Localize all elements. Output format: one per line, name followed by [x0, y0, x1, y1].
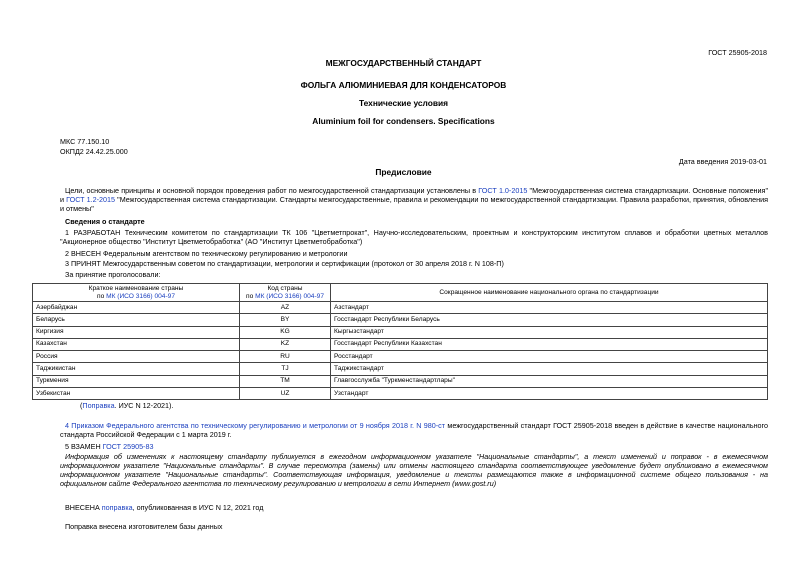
header-country: Краткое наименование страны по МК (ИСО 3166) 004-97: [33, 284, 240, 302]
document-subtitle: Технические условия: [358, 98, 449, 108]
item-order: 4 Приказом Федерального агентства по техническому регулированию и метрологии от 9 ноября 2018 г. N 980-ст межгосударственный стандарт ГОСТ 25905-2018 введен в действие в качестве национального стандарта Российской Федерации с 1 марта 2019 г.: [60, 421, 769, 439]
voted-label: За принятие проголосовали:: [65, 270, 161, 279]
country-cell: Беларусь: [33, 314, 240, 326]
introduction-date: Дата введения 2019-03-01: [678, 157, 767, 166]
body-cell: Таджикстандарт: [331, 363, 768, 375]
item-adopted: 3 ПРИНЯТ Межгосударственным советом по стандартизации, метрологии и сертификации (протокол от 30 апреля 2018 г. N 108-П): [65, 259, 504, 268]
code-cell: RU: [240, 351, 331, 363]
code-cell: AZ: [240, 302, 331, 314]
iso-3166-link[interactable]: МК (ИСО 3166) 004-97: [106, 292, 175, 300]
code-cell: TM: [240, 375, 331, 387]
order-980-link[interactable]: 4 Приказом Федерального агентства по техническому регулированию и метрологии от 9 ноября 2018 г. N 980-ст: [65, 421, 446, 430]
document-number: ГОСТ 25905-2018: [708, 48, 767, 57]
info-paragraph: Информация об изменениях к настоящему стандарту публикуется в ежегодном информационном указателе "Национальные стандарты", а текст изменений и поправок - в ежемесячном информационном указателе "Национальные стандарты". В случае пересмотра (замены) или отмены настоящего стандарта соответствующее уведомление будет опубликовано в ежемесячном информационном указателе "Национальные стандарты". Соответствующая информация, уведомление и тексты размещаются также в информационной системе общего пользования - на официальном сайте Федерального агентства по техническому регулированию и метрологии в сети Интернет (www.gost.ru): [60, 452, 768, 488]
amendment-note: (Поправка. ИУС N 12-2021).: [80, 401, 174, 410]
foreword-paragraph: Цели, основные принципы и основной порядок проведения работ по межгосударственной стандартизации установлены в ГОСТ 1.0-2015 "Межгосударственная система стандартизации. Основные положения" и ГОСТ 1.2-2015 "Межгосударственная система стандартизации. Стандарты межгосударственные, правила и рекомендации по межгосударственной стандартизации. Правила разработки, принятия, обновления и отмены": [60, 186, 768, 213]
body-cell: Азстандарт: [331, 302, 768, 314]
table-row: [33, 388, 768, 400]
table-header-row: [33, 284, 768, 302]
table-row: [33, 363, 768, 375]
gost-25905-83-link[interactable]: ГОСТ 25905-83: [102, 442, 154, 451]
code-cell: UZ: [240, 388, 331, 400]
amendment-link[interactable]: Поправка: [82, 401, 115, 410]
table-row: [33, 338, 768, 350]
country-cell: Туркмения: [33, 375, 240, 387]
body-cell: Госстандарт Республики Казахстан: [331, 338, 768, 350]
country-cell: Россия: [33, 351, 240, 363]
gost-1-0-link[interactable]: ГОСТ 1.0-2015: [478, 186, 528, 195]
mks-code: МКС 77.150.10: [60, 137, 110, 146]
table-row: [33, 302, 768, 314]
code-cell: BY: [240, 314, 331, 326]
code-cell: TJ: [240, 363, 331, 375]
item-submitted: 2 ВНЕСЕН Федеральным агентством по техническому регулированию и метрологии: [65, 249, 348, 258]
body-cell: Главгосслужба "Туркменстандартлары": [331, 375, 768, 387]
body-cell: Росстандарт: [331, 351, 768, 363]
document-title-line2: ФОЛЬГА АЛЮМИНИЕВАЯ ДЛЯ КОНДЕНСАТОРОВ: [300, 80, 507, 90]
code-cell: KG: [240, 326, 331, 338]
table-row: [33, 351, 768, 363]
table-row: [33, 326, 768, 338]
body-cell: Госстандарт Республики Беларусь: [331, 314, 768, 326]
amendment-inserted-link[interactable]: поправка: [101, 503, 133, 512]
document-title-line1: МЕЖГОСУДАРСТВЕННЫЙ СТАНДАРТ: [325, 58, 482, 68]
okpd-code: ОКПД2 24.42.25.000: [60, 147, 128, 156]
table-row: [33, 314, 768, 326]
body-cell: Кыргызстандарт: [331, 326, 768, 338]
item-developed: 1 РАЗРАБОТАН Техническим комитетом по стандартизации ТК 106 "Цветметпрокат", Научно-исследовательским, проектным и конструкторским институтом сплавов и обработки цветных металлов "Акционерное общество "Институт Цветметобработка" (АО "Институт Цветметобработка"): [60, 228, 768, 246]
body-cell: Узстандарт: [331, 388, 768, 400]
table-row: [33, 375, 768, 387]
voting-states-table: [32, 283, 768, 400]
header-country-code: Код страны по МК (ИСО 3166) 004-97: [240, 284, 331, 302]
item-replaces: 5 ВЗАМЕН ГОСТ 25905-83: [65, 442, 154, 451]
gost-1-2-link[interactable]: ГОСТ 1.2-2015: [66, 195, 116, 204]
foreword-heading: Предисловие: [375, 167, 432, 177]
iso-3166-code-link[interactable]: МК (ИСО 3166) 004-97: [255, 292, 324, 300]
country-cell: Казахстан: [33, 338, 240, 350]
country-cell: Узбекистан: [33, 388, 240, 400]
header-standards-body: Сокращенное наименование национального органа по стандартизации: [331, 284, 768, 302]
standard-info-heading: Сведения о стандарте: [65, 217, 145, 226]
code-cell: KZ: [240, 338, 331, 350]
country-cell: Киргизия: [33, 326, 240, 338]
amendment-inserted-note: ВНЕСЕНА поправка, опубликованная в ИУС N 12, 2021 год: [65, 503, 264, 512]
document-title-english: Aluminium foil for condensers. Specifications: [312, 116, 495, 126]
country-cell: Таджикистан: [33, 363, 240, 375]
database-maker-note: Поправка внесена изготовителем базы данных: [65, 522, 223, 531]
country-cell: Азербайджан: [33, 302, 240, 314]
